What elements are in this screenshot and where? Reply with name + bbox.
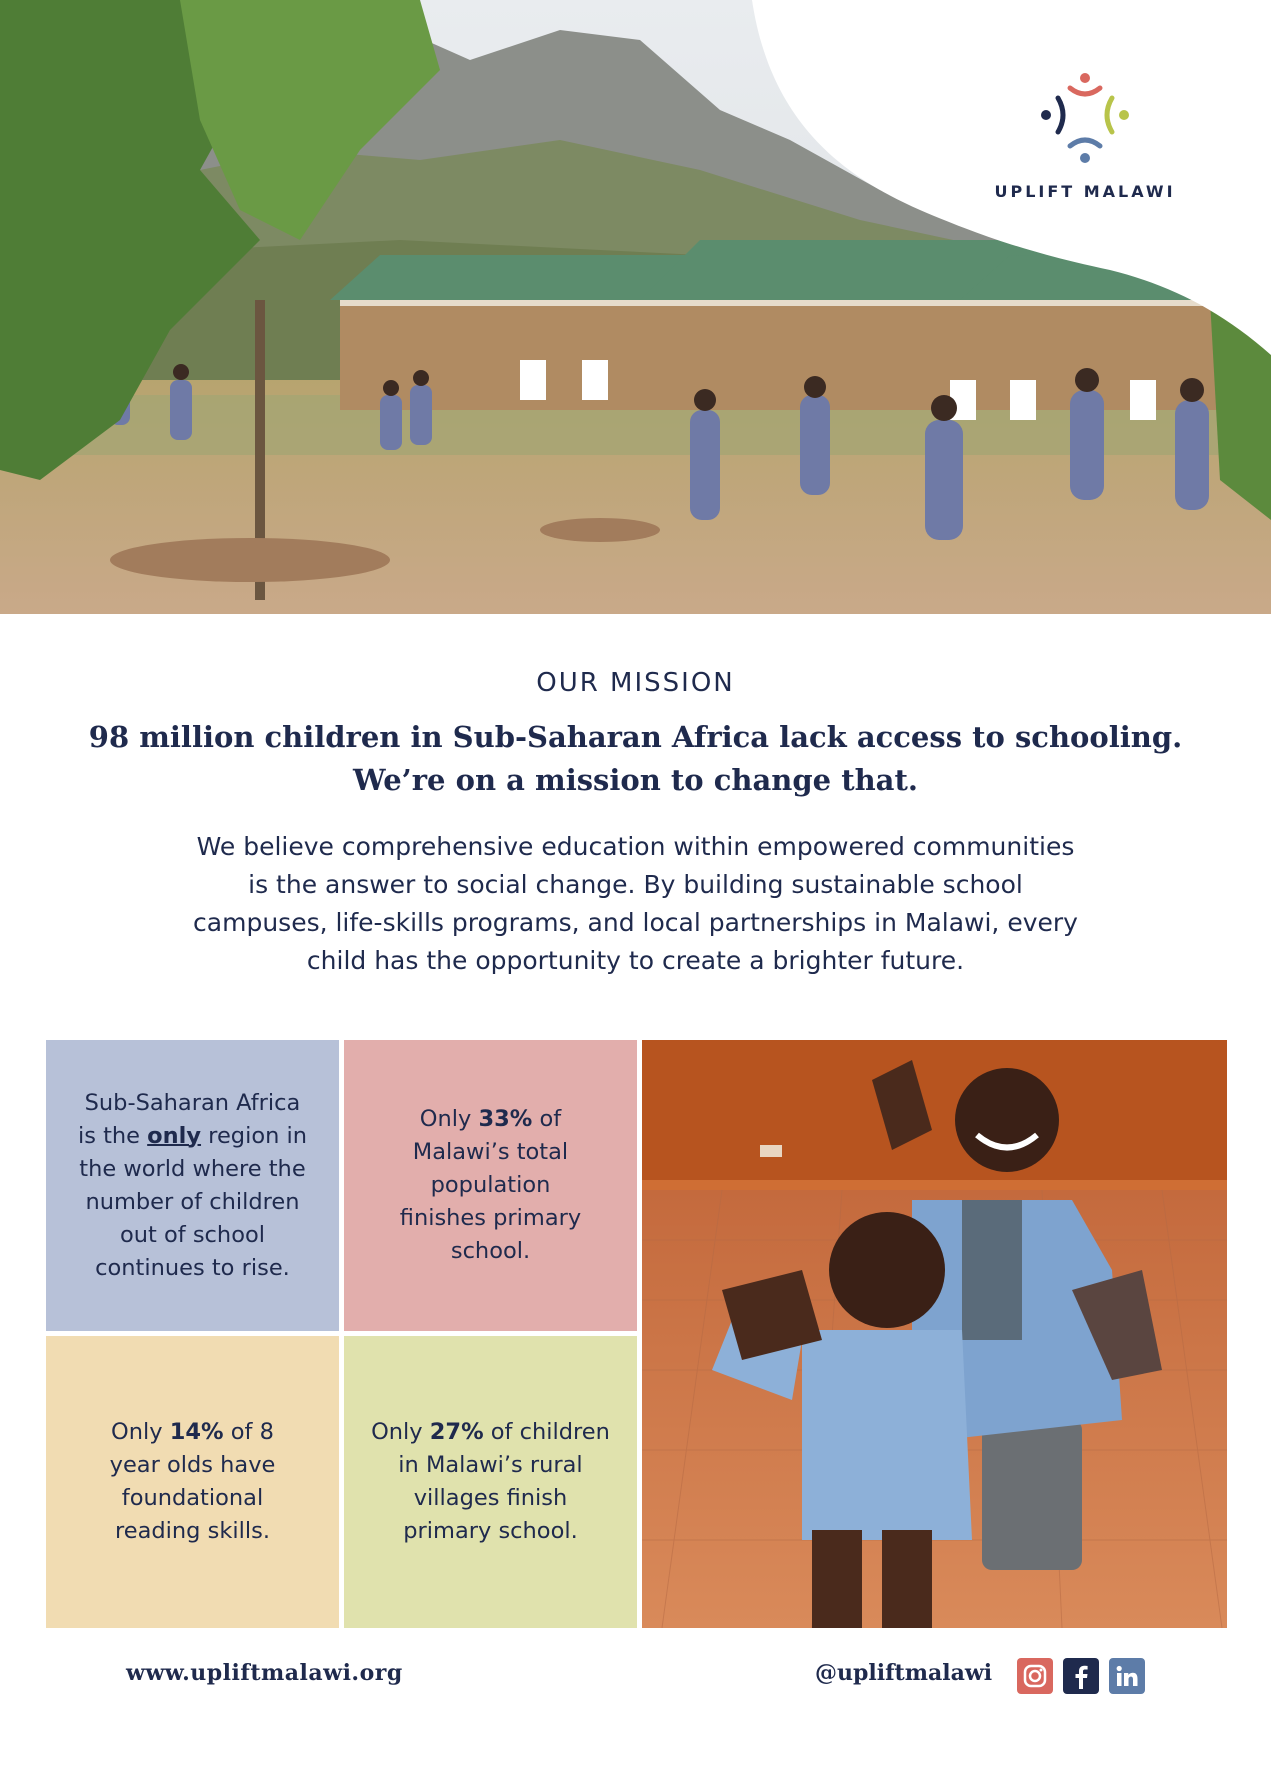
facebook-glyph — [1068, 1663, 1094, 1689]
tile2-line-2: Malawi’s total — [412, 1139, 569, 1165]
section-eyebrow: OUR MISSION — [536, 668, 735, 698]
body-line-2: is the answer to social change. By building sustainable school — [248, 870, 1023, 899]
website-link[interactable]: www.upliftmalawi.org — [126, 1660, 403, 1686]
stat-tile-27-percent — [344, 1336, 637, 1628]
linkedin-icon[interactable] — [1109, 1658, 1145, 1694]
stat-value-33: 33% — [478, 1106, 533, 1132]
tile2-line-1: Only 33% of — [419, 1106, 562, 1132]
tile1-line-2: is the only region in — [77, 1122, 308, 1149]
tile3-line-4: reading skills. — [114, 1518, 270, 1544]
body-line-4: child has the opportunity to create a brighter future. — [306, 946, 965, 975]
tile4-line-3: villages finish — [413, 1485, 568, 1511]
emphasis-only: only — [147, 1122, 202, 1149]
tile4-line-4: primary school. — [403, 1518, 578, 1544]
stat-tile-14-percent — [46, 1336, 339, 1628]
tile4-line-2: in Malawi’s rural — [398, 1452, 583, 1478]
hero-photo — [0, 0, 1271, 614]
linkedin-glyph — [1114, 1663, 1140, 1689]
stat-value-14: 14% — [169, 1419, 224, 1445]
tile4-line-1: Only 27% of children — [371, 1419, 610, 1445]
body-line-3: campuses, life-skills programs, and local partnerships in Malawi, every — [193, 908, 1078, 937]
tile1-line-6: continues to rise. — [95, 1254, 290, 1281]
body-line-1: We believe comprehensive education within empowered communities — [196, 832, 1075, 861]
tile3-line-1: Only 14% of 8 — [111, 1419, 274, 1445]
children-waving-illustration — [642, 1040, 1227, 1628]
stat-tile-33-percent — [344, 1040, 637, 1331]
instagram-glyph — [1022, 1663, 1048, 1689]
children-photo — [642, 1040, 1227, 1628]
tile1-line-1: Sub-Saharan Africa — [84, 1089, 301, 1116]
headline-line-2: We’re on a mission to change that. — [353, 763, 918, 797]
mission-headline — [80, 716, 1191, 802]
social-handle[interactable]: @upliftmalawi — [815, 1660, 993, 1686]
brand-name: UPLIFT MALAWI — [994, 182, 1176, 201]
tile1-line-5: out of school — [120, 1221, 265, 1248]
tile2-line-3: population — [430, 1172, 551, 1198]
instagram-icon[interactable] — [1017, 1658, 1053, 1694]
facebook-icon[interactable] — [1063, 1658, 1099, 1694]
tile2-line-4: finishes primary — [399, 1205, 582, 1231]
headline-line-1: 98 million children in Sub-Saharan Africa lack access to schooling. — [88, 720, 1183, 754]
uplift-logo-icon — [1040, 70, 1130, 166]
tile1-line-4: number of children — [85, 1188, 300, 1215]
tile2-line-5: school. — [450, 1238, 531, 1264]
tile1-line-3: the world where the — [79, 1155, 306, 1182]
stat-tile-only-region — [46, 1040, 339, 1331]
tile3-line-3: foundational — [121, 1485, 264, 1511]
brand-logo — [960, 70, 1210, 201]
mission-body — [110, 828, 1161, 980]
stat-value-27: 27% — [429, 1419, 484, 1445]
tile3-line-2: year olds have — [109, 1452, 276, 1478]
